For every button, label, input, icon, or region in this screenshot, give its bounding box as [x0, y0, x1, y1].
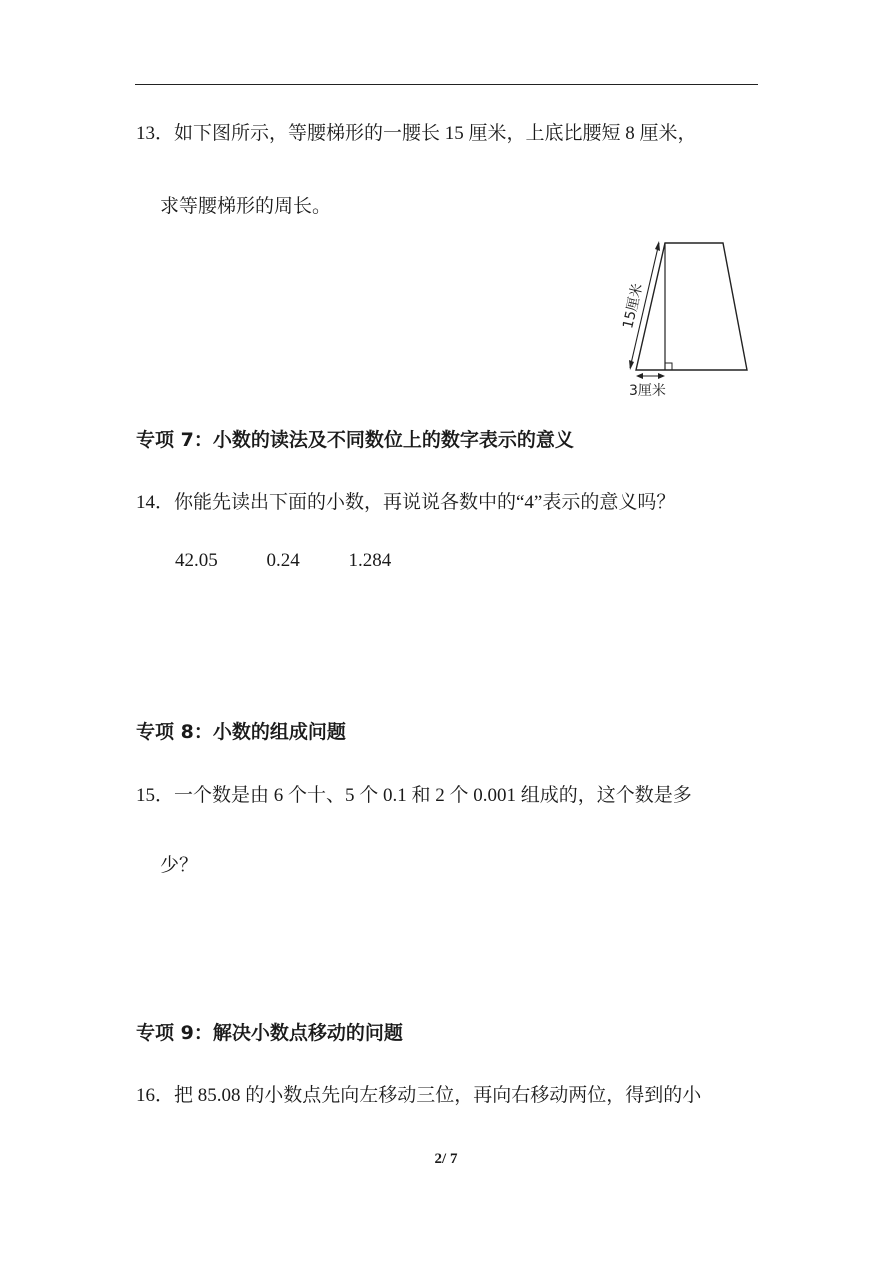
question-13-line-1: 13．如下图所示，等腰梯形的一腰长 15 厘米，上底比腰短 8 厘米，: [136, 123, 697, 144]
question-13-line-2: 求等腰梯形的周长。: [160, 196, 332, 217]
number-2: 0.24: [266, 550, 300, 571]
header-rule: [135, 84, 758, 85]
trapezoid-shape: [636, 243, 747, 370]
number-3: 1.284: [348, 550, 392, 571]
trapezoid-figure: [615, 235, 765, 405]
side-length-label: 15厘米: [620, 281, 647, 331]
bottom-length-label: 3厘米: [629, 383, 666, 399]
question-14-numbers: [175, 549, 435, 573]
page-number: 2/ 7: [434, 1151, 458, 1167]
question-15-line-2: 少？: [160, 855, 199, 876]
question-14-line-1: 14．你能先读出下面的小数，再说说各数中的“4”表示的意义吗？: [136, 492, 676, 513]
section-7-heading: 专项 7：小数的读法及不同数位上的数字表示的意义: [136, 429, 574, 451]
bottom-arrow-left: [636, 373, 643, 379]
leg-arrow-top: [655, 241, 660, 251]
right-angle-marker: [665, 363, 672, 370]
question-15-line-1: 15．一个数是由 6 个十、5 个 0.1 和 2 个 0.001 组成的，这个数是多: [136, 785, 692, 806]
section-8-heading: 专项 8：小数的组成问题: [136, 721, 346, 743]
number-1: 42.05: [175, 550, 218, 571]
bottom-arrow-right: [658, 373, 665, 379]
question-16-line-1: 16．把 85.08 的小数点先向左移动三位，再向右移动两位，得到的小: [136, 1085, 702, 1106]
leg-arrow-bottom: [629, 360, 634, 370]
section-9-heading: 专项 9：解决小数点移动的问题: [136, 1022, 403, 1044]
